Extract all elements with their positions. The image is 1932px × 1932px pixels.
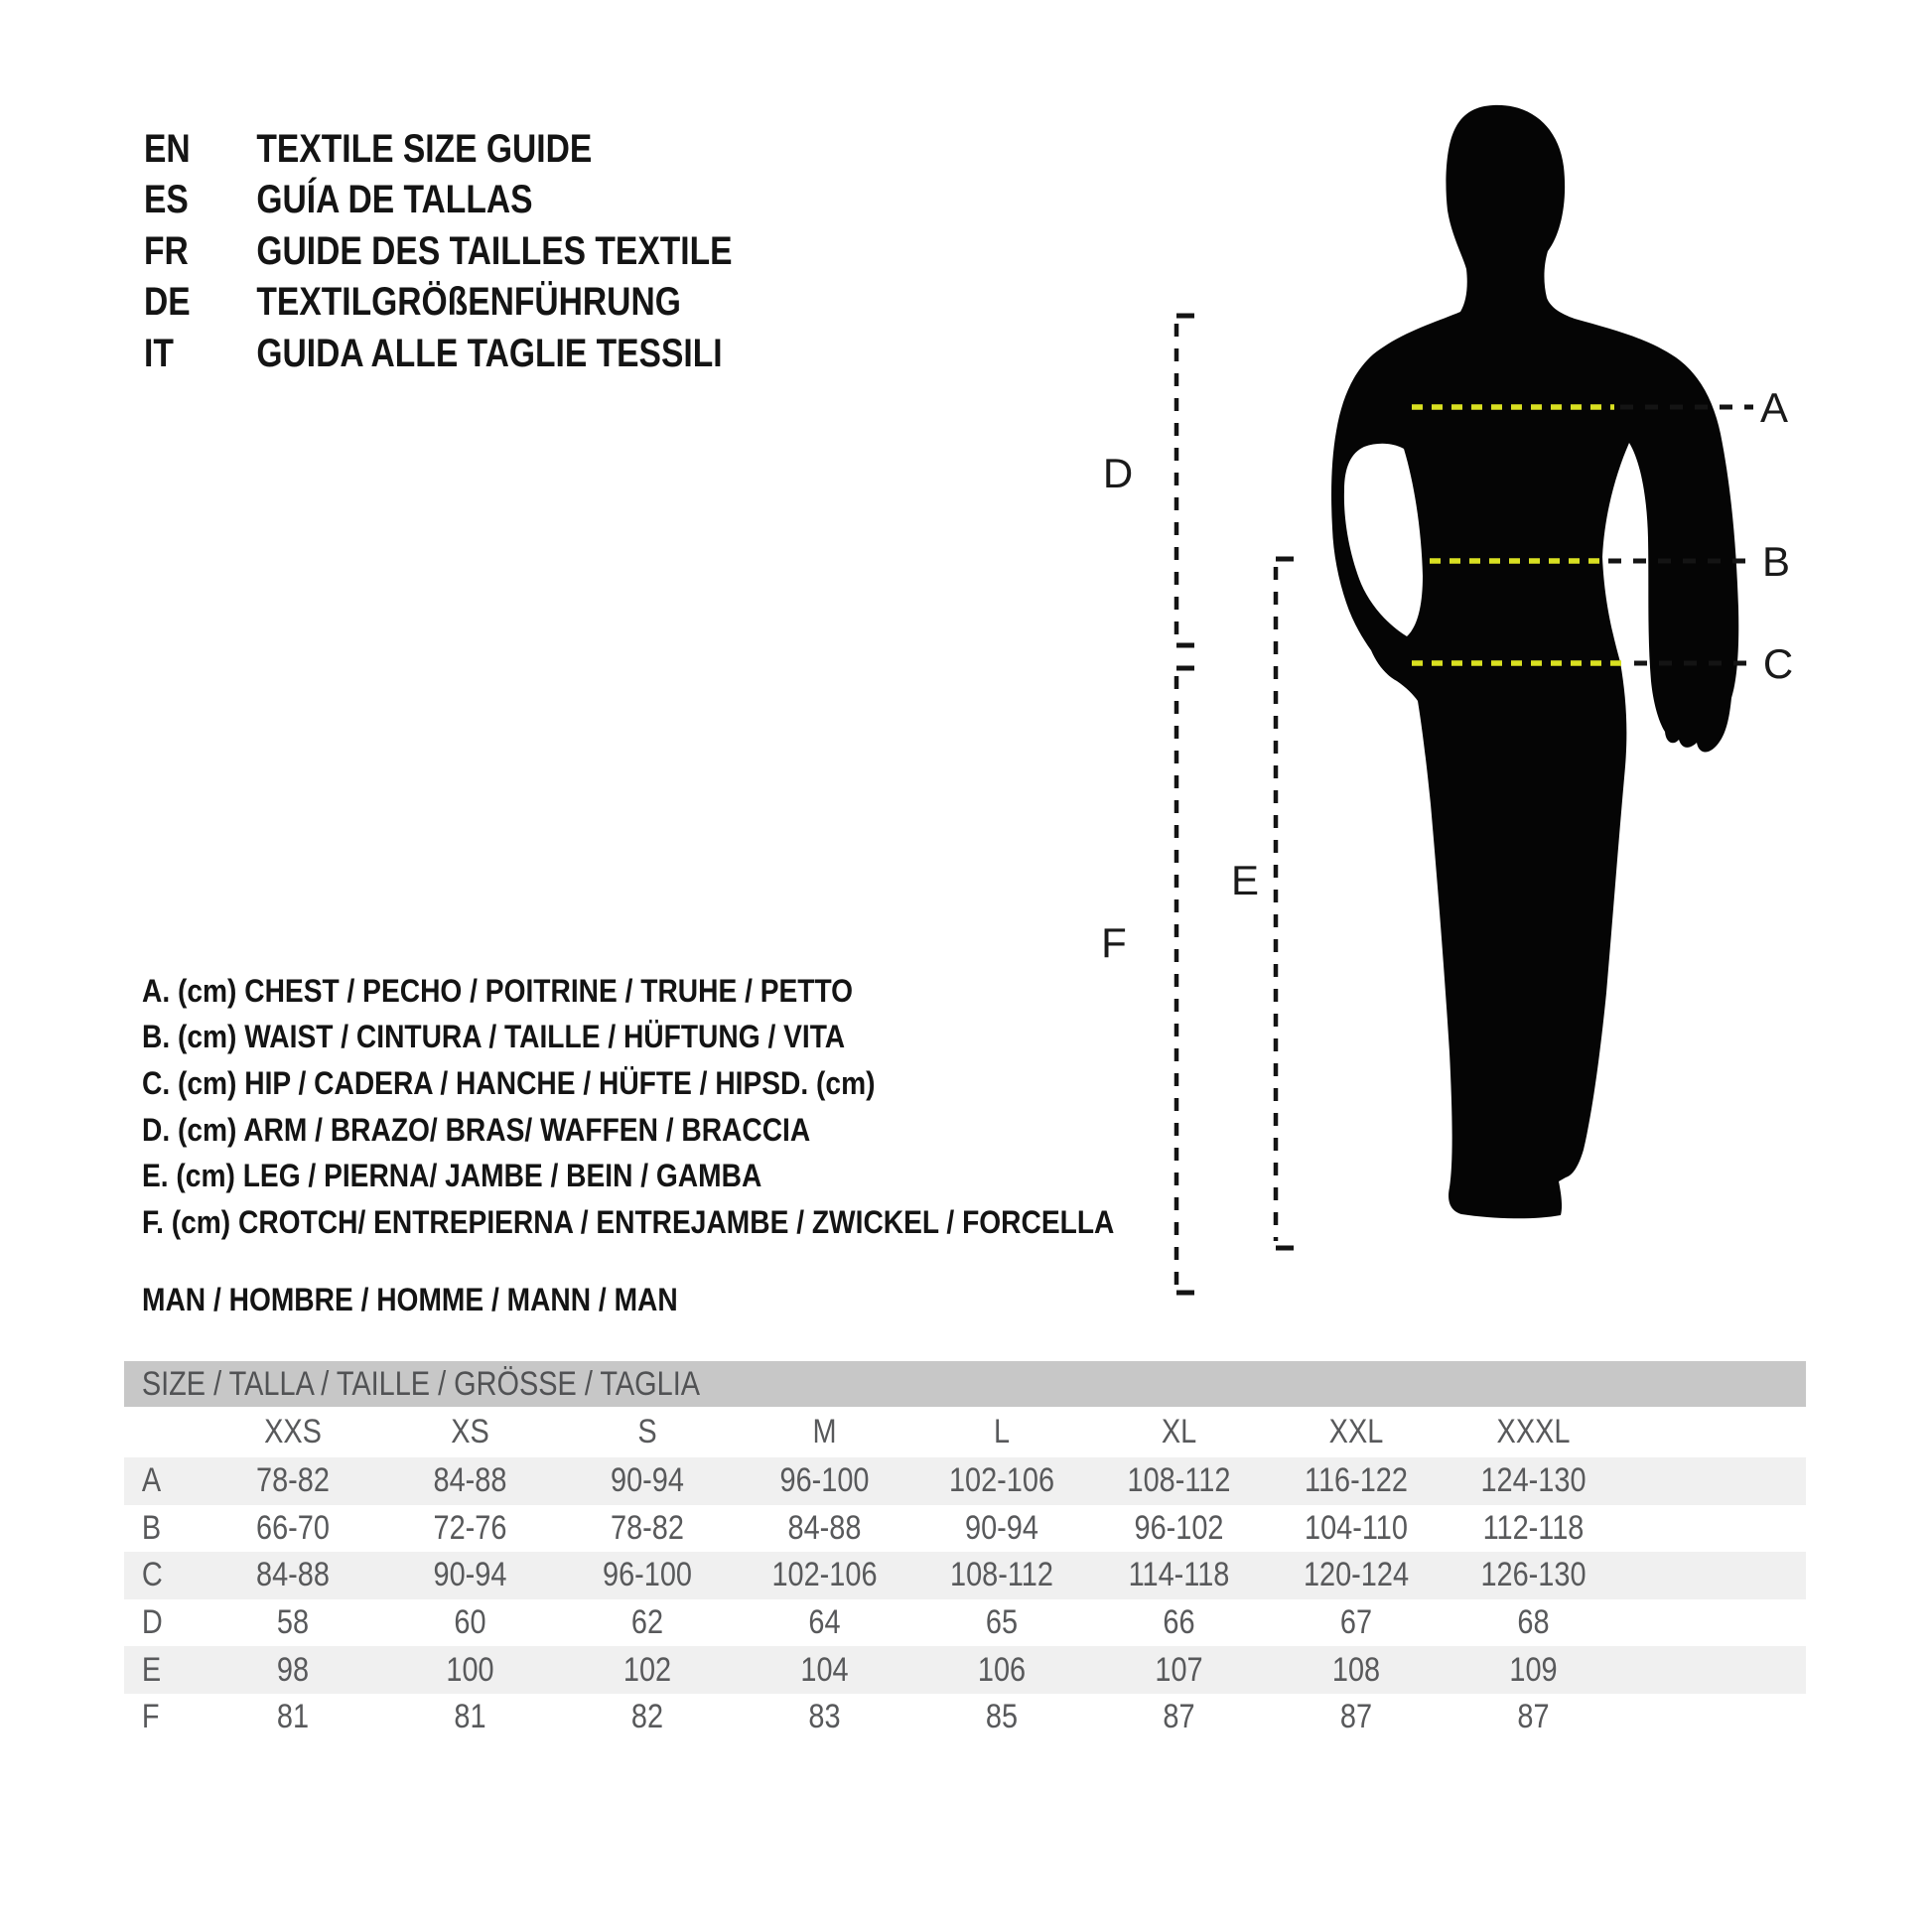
legend-hip: C. (cm) HIP / CADERA / HANCHE / HÜFTE / HIPSD. (cm)	[142, 1065, 876, 1101]
cell: 120-124	[1303, 1556, 1410, 1594]
cell: 108-112	[950, 1556, 1053, 1594]
cell: 90-94	[611, 1461, 684, 1500]
cell: 83	[808, 1698, 841, 1736]
label-waist-b: B	[1761, 538, 1791, 585]
legend-arm: D. (cm) ARM / BRAZO/ BRAS/ WAFFEN / BRACCIA	[142, 1112, 811, 1148]
cell: 114-118	[1128, 1556, 1230, 1594]
cell: 84-88	[256, 1556, 330, 1594]
legend-leg: E. (cm) LEG / PIERNA/ JAMBE / BEIN / GAMBA	[142, 1158, 762, 1193]
cell: 96-100	[779, 1461, 870, 1500]
col-header-s: S	[637, 1413, 657, 1450]
cell: 116-122	[1305, 1461, 1408, 1500]
lang-title: TEXTILE SIZE GUIDE	[256, 127, 593, 171]
col-header-xxs: XXS	[264, 1413, 322, 1450]
cell: 72-76	[433, 1508, 507, 1547]
lang-title: TEXTILGRÖßENFÜHRUNG	[256, 280, 681, 324]
cell: 96-100	[603, 1556, 692, 1594]
cell: 109	[1509, 1650, 1558, 1689]
size-table-column-header-row	[124, 1407, 1806, 1457]
cell: 64	[808, 1603, 841, 1642]
cell: 66-70	[256, 1508, 330, 1547]
label-crotch-f: F	[1101, 919, 1127, 966]
lang-code: FR	[144, 229, 189, 273]
table-row-waist	[124, 1505, 1806, 1553]
cell: 68	[1517, 1603, 1550, 1642]
cell: 108	[1331, 1650, 1381, 1689]
cell: 85	[985, 1698, 1019, 1736]
cell: 90-94	[433, 1556, 507, 1594]
table-row-hip	[124, 1552, 1806, 1599]
legend-chest: A. (cm) CHEST / PECHO / POITRINE / TRUHE / PETTO	[142, 973, 854, 1009]
legend-waist: B. (cm) WAIST / CINTURA / TAILLE / HÜFTUNG / VITA	[142, 1019, 846, 1054]
cell: 84-88	[787, 1508, 862, 1547]
cell: 112-118	[1482, 1508, 1585, 1547]
category-line: MAN / HOMBRE / HOMME / MANN / MAN	[142, 1282, 678, 1317]
col-header-m: M	[812, 1413, 837, 1450]
cell: 100	[446, 1650, 494, 1689]
cell: 81	[276, 1698, 310, 1736]
cell: 126-130	[1480, 1556, 1587, 1594]
table-row-crotch	[124, 1694, 1806, 1741]
size-table-header-label: SIZE / TALLA / TAILLE / GRÖSSE / TAGLIA	[141, 1365, 701, 1403]
label-arm-d: D	[1102, 450, 1134, 496]
cell: 104-110	[1305, 1508, 1408, 1547]
row-label: C	[141, 1556, 163, 1594]
cell: 96-102	[1134, 1508, 1224, 1547]
table-row-chest	[124, 1457, 1806, 1505]
cell: 62	[630, 1603, 664, 1642]
row-label: A	[141, 1461, 162, 1500]
label-chest-a: A	[1759, 384, 1789, 431]
cell: 81	[454, 1698, 486, 1736]
cell: 60	[454, 1603, 486, 1642]
cell: 90-94	[965, 1508, 1038, 1547]
size-table-header-bar	[124, 1361, 1806, 1407]
col-header-xl: XL	[1161, 1413, 1197, 1450]
cell: 66	[1163, 1603, 1195, 1642]
lang-title: GUIDA ALLE TAGLIE TESSILI	[256, 332, 723, 375]
table-row-arm	[124, 1599, 1806, 1647]
cell: 87	[1517, 1698, 1550, 1736]
row-label: F	[141, 1698, 160, 1736]
cell: 102-106	[948, 1461, 1055, 1500]
lang-code: DE	[144, 280, 191, 324]
row-label: E	[141, 1650, 162, 1689]
cell: 102	[622, 1650, 672, 1689]
cell: 82	[630, 1698, 664, 1736]
cell: 106	[977, 1650, 1027, 1689]
legend-crotch: F. (cm) CROTCH/ ENTREPIERNA / ENTREJAMBE / ZWICKEL / FORCELLA	[142, 1204, 1115, 1240]
row-label: D	[141, 1603, 163, 1642]
cell: 84-88	[433, 1461, 507, 1500]
lang-title: GUÍA DE TALLAS	[256, 178, 533, 221]
cell: 107	[1155, 1650, 1203, 1689]
table-row-leg	[124, 1646, 1806, 1694]
cell: 104	[800, 1650, 849, 1689]
label-hip-c: C	[1762, 640, 1794, 687]
cell: 78-82	[256, 1461, 330, 1500]
size-table	[124, 1361, 1806, 1741]
cell: 124-130	[1480, 1461, 1587, 1500]
cell: 87	[1339, 1698, 1373, 1736]
cell: 108-112	[1127, 1461, 1231, 1500]
row-label: B	[141, 1508, 162, 1547]
cell: 58	[276, 1603, 310, 1642]
lang-code: EN	[144, 127, 191, 171]
cell: 87	[1163, 1698, 1195, 1736]
col-header-xs: XS	[451, 1413, 489, 1450]
label-leg-e: E	[1230, 857, 1260, 903]
lang-code: IT	[144, 332, 174, 375]
cell: 98	[276, 1650, 310, 1689]
cell: 67	[1339, 1603, 1373, 1642]
col-header-l: L	[993, 1413, 1011, 1450]
cell: 78-82	[611, 1508, 684, 1547]
col-header-xxl: XXL	[1328, 1413, 1384, 1450]
cell: 65	[985, 1603, 1019, 1642]
lang-code: ES	[144, 178, 189, 221]
cell: 102-106	[771, 1556, 878, 1594]
lang-title: GUIDE DES TAILLES TEXTILE	[256, 229, 733, 273]
col-header-xxxl: XXXL	[1496, 1413, 1571, 1450]
